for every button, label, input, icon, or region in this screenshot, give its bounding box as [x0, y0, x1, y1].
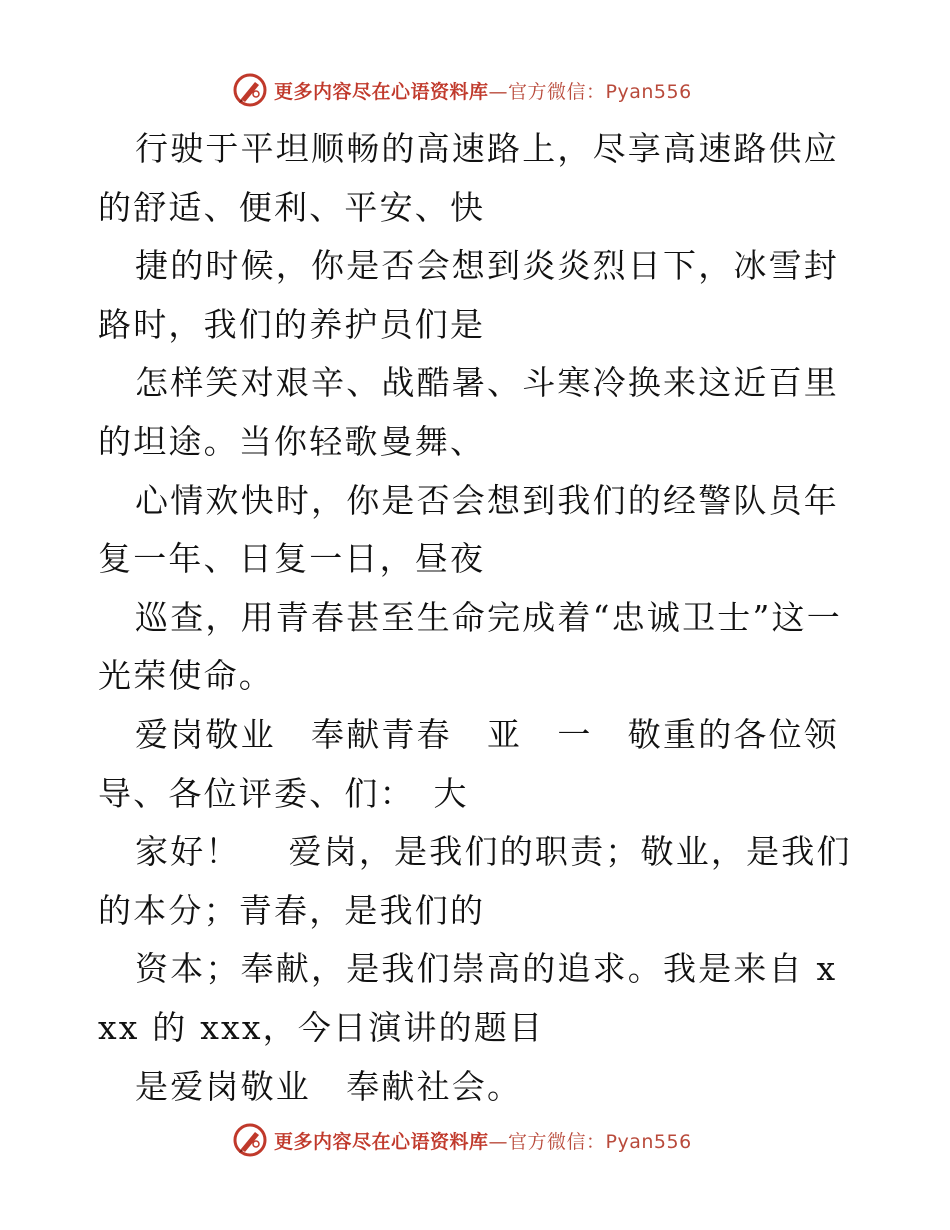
paragraph: 资本；奉献，是我们崇高的追求。我是来自 xxx 的 xxx，今日演讲的题目 — [98, 949, 838, 1047]
header-banner — [232, 71, 752, 109]
footer-site-text: 更多内容尽在心语资料库 — [274, 1130, 489, 1153]
footer-banner-text — [274, 1127, 692, 1154]
paragraph: 行驶于平坦顺畅的高速路上，尽享高速路供应的舒适、便利、平安、快 — [98, 129, 839, 227]
paragraph: 捷的时候，你是否会想到炎炎烈日下，冰雪封路时，我们的养护员们是 — [98, 246, 839, 344]
paragraph: 巡查，用青春甚至生命完成着“忠诚卫士”这一光荣使命。 — [98, 597, 842, 696]
header-banner-text — [274, 77, 692, 104]
paragraph: 怎样笑对艰辛、战酷暑、斗寒冷换来这近百里的坦途。当你轻歌曼舞、 — [98, 363, 839, 461]
pen-logo-icon — [232, 1122, 268, 1158]
footer-wechat-text: —官方微信：Pyan556 — [488, 1130, 692, 1153]
paragraph: 爱岗敬业 奉献青春 亚 一 敬重的各位领导、各位评委、们： 大 — [98, 714, 839, 813]
paragraph: 家好！ 爱岗，是我们的职责；敬业，是我们的本分；青春，是我们的 — [98, 832, 852, 930]
document-body — [98, 120, 858, 1116]
paragraph: 是爱岗敬业 奉献社会。 — [135, 1066, 523, 1106]
pen-logo-icon — [232, 72, 268, 108]
paragraph: 心情欢快时，你是否会想到我们的经警队员年复一年、日复一日，昼夜 — [98, 480, 839, 579]
header-wechat-text: —官方微信：Pyan556 — [488, 80, 692, 103]
header-site-text: 更多内容尽在心语资料库 — [274, 80, 489, 103]
footer-banner — [232, 1121, 752, 1159]
